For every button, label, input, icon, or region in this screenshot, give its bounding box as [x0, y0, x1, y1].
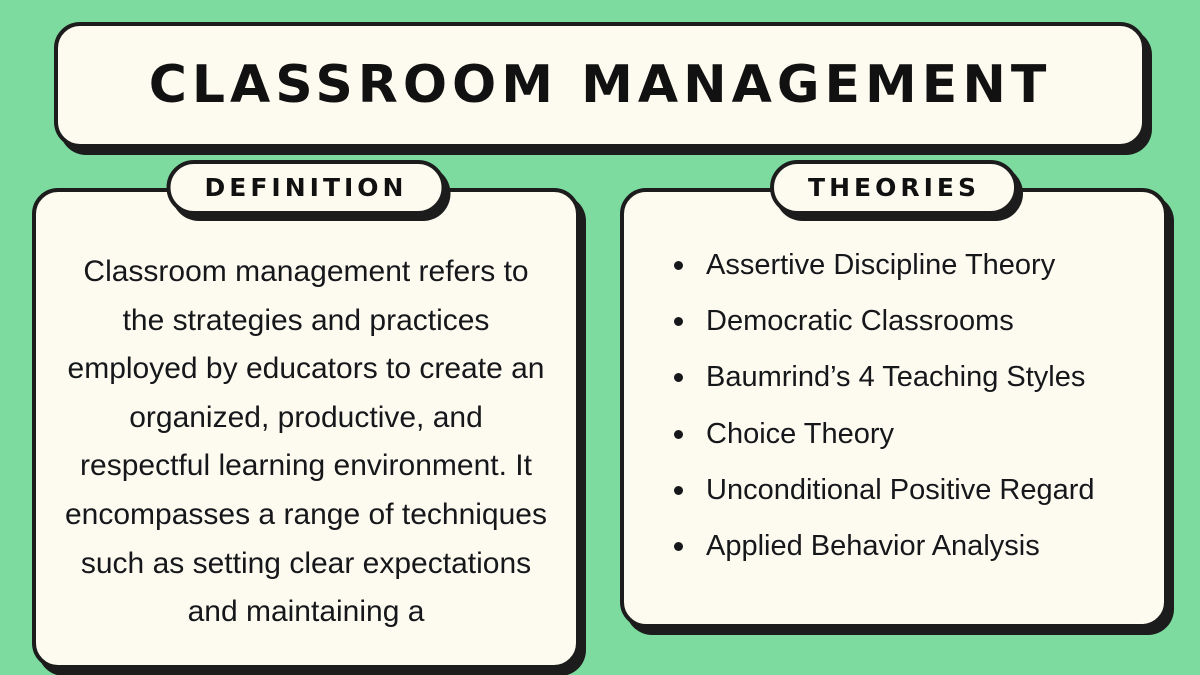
page-title: CLASSROOM MANAGEMENT: [148, 55, 1052, 115]
theories-column: [620, 173, 1168, 669]
theories-list: [650, 248, 1138, 563]
definition-panel: [32, 188, 580, 669]
definition-body-text: Classroom management refers to the strategies and practices employed by educators to create an organized, productive, and respectful learning environment. It encompasses a range of techniques such as setting clear expectations and maintaining a: [65, 255, 547, 629]
definition-heading-chip: [167, 160, 446, 215]
list-item: Applied Behavior Analysis: [668, 529, 1138, 563]
poster-columns: [26, 173, 1174, 669]
list-item: Unconditional Positive Regard: [668, 473, 1138, 507]
list-item: Choice Theory: [668, 417, 1138, 451]
theories-heading-label: THEORIES: [808, 173, 980, 202]
list-item: Democratic Classrooms: [668, 304, 1138, 338]
list-item: Baumrind’s 4 Teaching Styles: [668, 360, 1138, 394]
theories-heading-chip: [770, 160, 1018, 215]
theories-panel: [620, 188, 1168, 628]
poster-title-card: [54, 22, 1146, 148]
definition-heading-label: DEFINITION: [204, 173, 408, 202]
definition-column: [32, 173, 580, 669]
list-item: Assertive Discipline Theory: [668, 248, 1138, 282]
